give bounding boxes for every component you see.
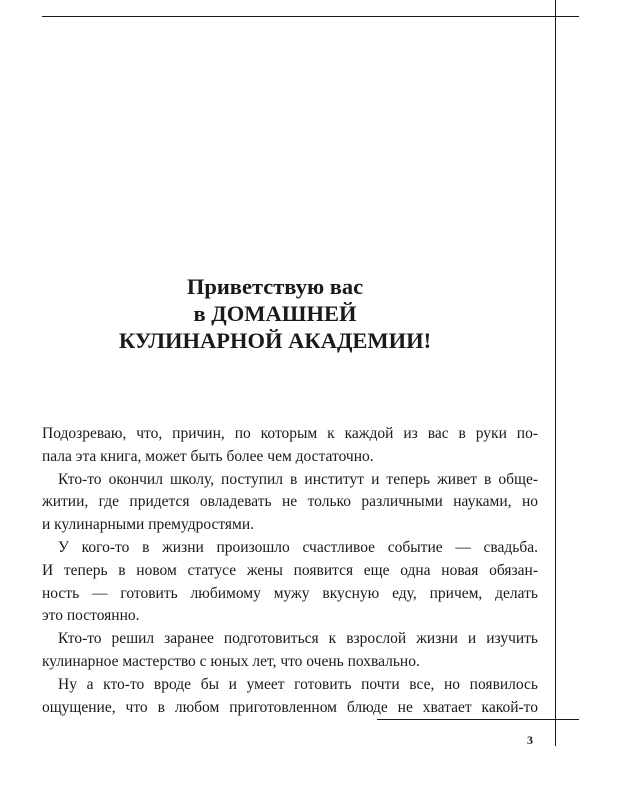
text-line: кулинарное мастерство с юных лет, что очень похвально.	[42, 652, 420, 670]
text-line: Кто-то окончил школу, поступил в институт и теперь живет в обще-	[58, 470, 538, 488]
text-line: житии, где придется овладевать не только различными науками, но	[42, 493, 538, 511]
text-line: и кулинарными премудростями.	[42, 516, 255, 534]
heading-line-1: Приветствую вас	[186, 274, 364, 299]
text-line: пала эта книга, может быть более чем достаточно.	[42, 447, 374, 465]
chapter-heading	[42, 273, 508, 354]
text-line: Кто-то решил заранее подготовиться к взрослой жизни и изучить	[58, 630, 538, 648]
text-line: ность — готовить любимому мужу вкусную еду, причем, делать	[42, 584, 538, 602]
text-line: У кого-то в жизни произошло счастливое событие — свадьба.	[58, 538, 538, 556]
page-number: 3	[527, 733, 533, 747]
text-line: Ну а кто-то вроде бы и умеет готовить почти все, но появилось	[58, 675, 538, 693]
top-rule	[42, 16, 579, 17]
heading-line-3: КУЛИНАРНОЙ АКАДЕМИИ!	[118, 328, 432, 353]
right-margin-rule	[555, 0, 556, 746]
heading-line-2: в ДОМАШНЕЙ	[193, 301, 357, 326]
text-line: это постоянно.	[42, 607, 140, 625]
body-text	[42, 423, 538, 719]
text-line: И теперь в новом статусе жены появится еще одна новая обязан-	[42, 561, 538, 579]
text-line: Подозреваю, что, причин, по которым к каждой из вас в руки по-	[42, 425, 538, 442]
text-line: ощущение, что в любом приготовленном блюде не хватает какой-то	[42, 698, 538, 716]
